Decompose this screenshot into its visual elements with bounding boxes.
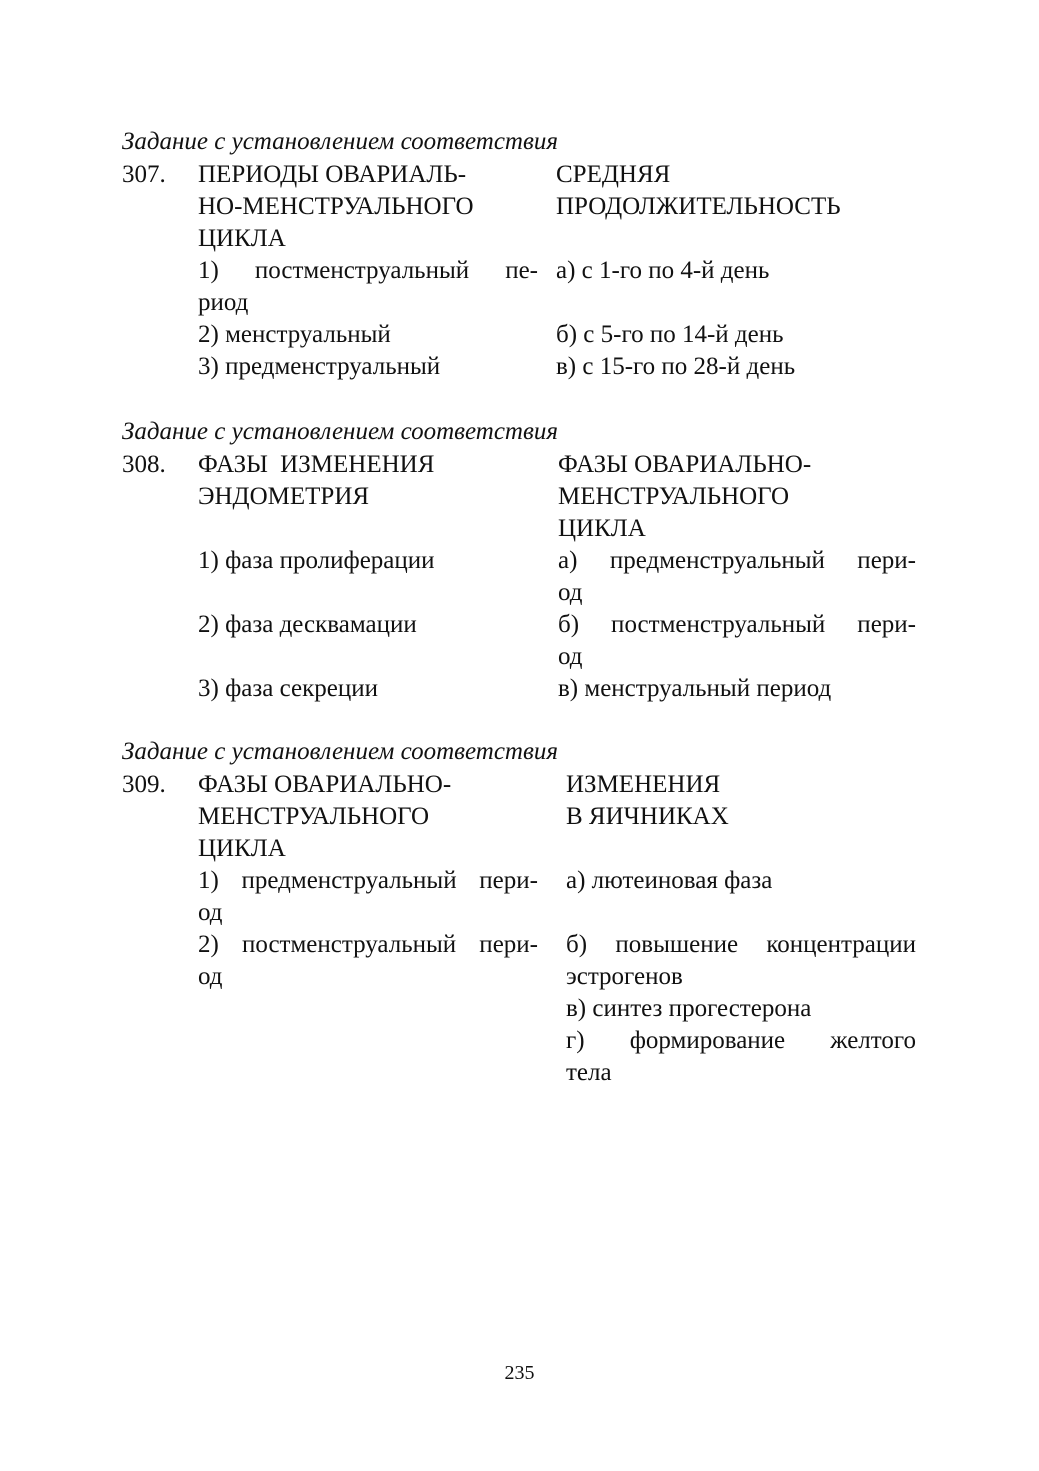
header-line: ПРОДОЛЖИТЕЛЬНОСТЬ bbox=[556, 193, 841, 220]
item-line: 1) предменструальный пери- bbox=[198, 867, 538, 894]
task-header-row bbox=[122, 769, 922, 865]
left-item bbox=[198, 673, 538, 705]
header-line: ФАЗЫ ИЗМЕНЕНИЯ bbox=[198, 451, 435, 478]
item-line: в) менструальный период bbox=[558, 675, 832, 702]
match-row bbox=[122, 255, 922, 319]
left-item bbox=[198, 351, 538, 383]
task-307 bbox=[122, 127, 922, 383]
right-column-header bbox=[566, 769, 916, 833]
item-line: од bbox=[558, 643, 583, 670]
header-line: ФАЗЫ ОВАРИАЛЬНО- bbox=[198, 771, 452, 798]
header-line: НО-МЕНСТРУАЛЬНОГО bbox=[198, 193, 474, 220]
right-item bbox=[558, 609, 916, 673]
right-item bbox=[556, 351, 795, 383]
match-row bbox=[122, 993, 922, 1025]
item-line: од bbox=[558, 579, 583, 606]
item-line: тела bbox=[566, 1059, 612, 1086]
item-line: од bbox=[198, 963, 223, 990]
match-row bbox=[122, 609, 922, 673]
item-line: риод bbox=[198, 289, 249, 316]
match-row bbox=[122, 929, 922, 993]
right-item bbox=[556, 255, 769, 287]
item-line: 3) фаза секреции bbox=[198, 675, 378, 702]
item-line: а) с 1-го по 4-й день bbox=[556, 257, 770, 284]
right-item bbox=[566, 929, 916, 993]
item-line: 2) менструальный bbox=[198, 321, 391, 348]
right-item bbox=[566, 993, 916, 1025]
task-header-row bbox=[122, 449, 922, 545]
left-item bbox=[198, 545, 538, 577]
header-line: В ЯИЧНИКАХ bbox=[566, 803, 729, 830]
task-type-label: Задание с установлением соответствия bbox=[122, 738, 558, 765]
left-item bbox=[198, 255, 538, 319]
task-header-row bbox=[122, 159, 922, 255]
header-line: МЕНСТРУАЛЬНОГО bbox=[198, 803, 430, 830]
item-line: 3) предменструальный bbox=[198, 353, 441, 380]
left-column-header bbox=[198, 449, 538, 513]
right-item bbox=[566, 1025, 916, 1089]
item-line: в) с 15-го по 28-й день bbox=[556, 353, 796, 380]
left-item bbox=[198, 865, 538, 929]
right-column-header bbox=[558, 449, 916, 545]
left-column-header bbox=[198, 159, 538, 255]
header-line: ЦИКЛА bbox=[198, 835, 286, 862]
item-line: а) предменструальный пери- bbox=[558, 547, 916, 574]
item-line: 1) постменструальный пе- bbox=[198, 257, 538, 284]
task-type-label: Задание с установлением соответствия bbox=[122, 418, 558, 445]
header-line: ПЕРИОДЫ ОВАРИАЛЬ- bbox=[198, 161, 467, 188]
header-line: ЦИКЛА bbox=[558, 515, 646, 542]
match-row bbox=[122, 865, 922, 929]
left-item bbox=[198, 929, 538, 993]
task-type-label: Задание с установлением соответствия bbox=[122, 128, 558, 155]
item-line: 2) постменструальный пери- bbox=[198, 931, 538, 958]
header-line: ЭНДОМЕТРИЯ bbox=[198, 483, 370, 510]
task-number: 307. bbox=[122, 161, 166, 188]
right-item bbox=[558, 545, 916, 609]
page-number: 235 bbox=[504, 1362, 535, 1384]
item-line: б) постменструальный пери- bbox=[558, 611, 916, 638]
match-row bbox=[122, 319, 922, 351]
item-line: а) лютеиновая фаза bbox=[566, 867, 773, 894]
header-line: ЦИКЛА bbox=[198, 225, 286, 252]
right-column-header bbox=[556, 159, 841, 223]
right-item bbox=[566, 865, 916, 897]
match-row bbox=[122, 351, 922, 383]
right-item bbox=[558, 673, 916, 705]
item-line: б) повышение концентрации bbox=[566, 931, 916, 958]
item-line: од bbox=[198, 899, 223, 926]
header-line: ФАЗЫ ОВАРИАЛЬНО- bbox=[558, 451, 812, 478]
item-line: г) формирование желтого bbox=[566, 1027, 916, 1054]
header-line: СРЕДНЯЯ bbox=[556, 161, 671, 188]
task-309 bbox=[122, 737, 922, 1089]
left-item bbox=[198, 319, 538, 351]
task-308 bbox=[122, 417, 922, 705]
left-column-header bbox=[198, 769, 538, 865]
task-number: 309. bbox=[122, 771, 166, 798]
header-line: МЕНСТРУАЛЬНОГО bbox=[558, 483, 790, 510]
item-line: эстрогенов bbox=[566, 963, 683, 990]
match-row bbox=[122, 1025, 922, 1089]
item-line: в) синтез прогестерона bbox=[566, 995, 812, 1022]
right-item bbox=[556, 319, 784, 351]
item-line: б) с 5-го по 14-й день bbox=[556, 321, 784, 348]
match-row bbox=[122, 673, 922, 705]
item-line: 2) фаза десквамации bbox=[198, 611, 417, 638]
header-line: ИЗМЕНЕНИЯ bbox=[566, 771, 721, 798]
left-item bbox=[198, 609, 538, 641]
item-line: 1) фаза пролиферации bbox=[198, 547, 435, 574]
task-number: 308. bbox=[122, 451, 166, 478]
match-row bbox=[122, 545, 922, 609]
